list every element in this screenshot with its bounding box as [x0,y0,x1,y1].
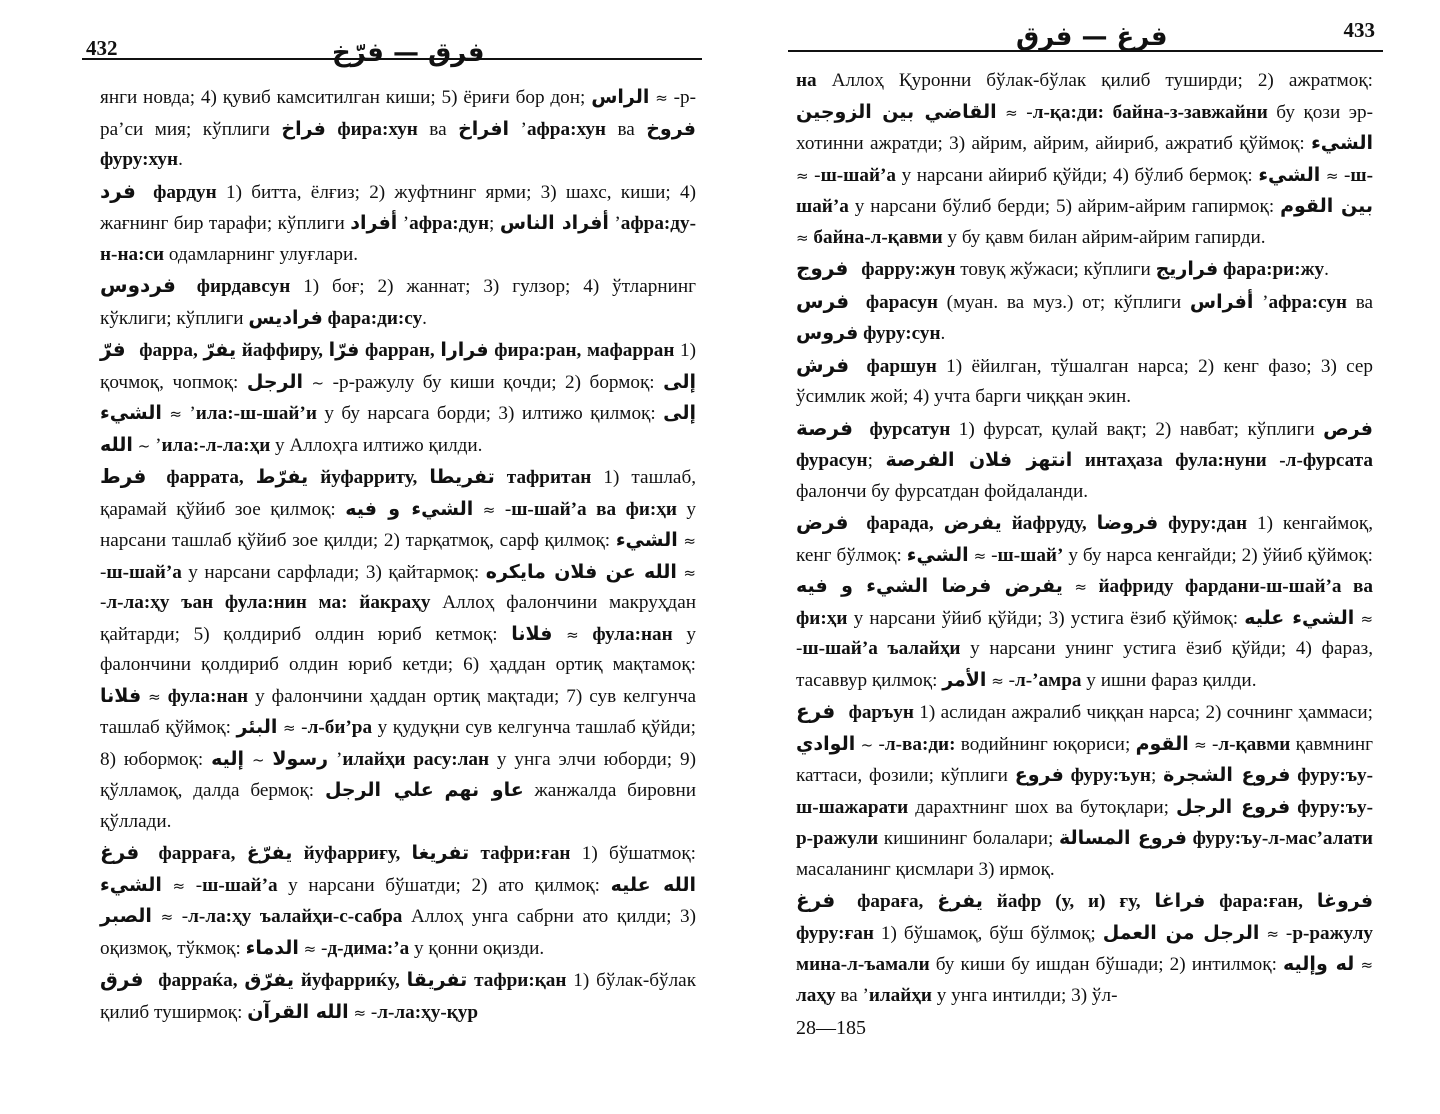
dictionary-entry: فرط фаррата, يفرّط йуфарриту, تفريطا тафритан 1) ташлаб, қарамай қўйиб зое қилмоқ: الشيء و فيه ≈ -ш-шай’а ва фи:ҳи у нарсани ташлаб қўйиб зое қилди; 2) тарқатмоқ, сарф қилмоқ: الشيء ≈ -ш-шай’а у нарсани сарфлади; 3) қайтармоқ: الله عن فلان مايكره ≈ -л-ла:ҳу ъан фула:нин ма: йакраҳу Аллоҳ фалончини макруҳдан қайтарди; 5) қолдириб олдин юриб кетмоқ: فلانا ≈ фула:нан у фалончини қолдириб олдин юриб кетди; 6) ҳаддан ортиқ мақтамоқ: فلانا ≈ фула:нан у фалончини ҳаддан ортиқ мақтади; 7) сув келгунча ташлаб қўймоқ: البئر ≈ -л-би’ра у қудуқни сув келгунча ташлаб қўйди; 8) юбормоқ: إليه ~ رسولا ’илайҳи расу:лан у унга элчи юборди; 9) қўлламоқ, далда бермоқ: علي الرجل عاو نهم жанжалда бировни қўллади. [100,464,697,832]
dictionary-entry: فرش фаршун 1) ёйилган, тўшалган нарса; 2) кенг фазо; 3) сер ўсимлик жой; 4) учта барги чиққан экин. [796,352,1374,407]
dictionary-entry: فرس фарасун (муан. ва муз.) от; кўплиги أفراس ’афра:сун ва فروس фуру:сун. [796,288,1374,344]
dictionary-entry: فردوس фирдавсун 1) боғ; 2) жаннат; 3) гулзор; 4) ўтларнинг кўклиги; кўплиги فراديس фара:ди:су. [100,273,696,329]
right-page-number: 433 [1343,18,1375,42]
left-header-rule [82,58,702,60]
signature-mark: 28—185 [796,1017,866,1039]
right-header-rule [788,50,1383,52]
dictionary-entry: فرصة фурсатун 1) фурсат, қулай вақт; 2) навбат; кўплиги فرص фурасун; انتهز فلان الفرصة интаҳаза фула:нуни -л-фурсата фалончи бу фурсатдан фойдаланди. [796,415,1374,502]
left-header-title: فرق — فرّخ [332,38,485,68]
dictionary-entry: فروج фарру:жун товуқ жўжаси; кўплиги فراريج фара:ри:жу. [796,256,1329,280]
left-page [82,0,702,1114]
dictionary-entry: فرد фардун 1) битта, ёлғиз; 2) жуфтнинг ярми; 3) шахс, киши; 4) жағнинг бир тарафи; кўплиги أفراد ’афра:дун; أفراد الناس ’афра:ду-н-на:си одамларнинг улуғлари. [100,178,696,265]
dictionary-entry: янги новда; 4) қувиб камситилган киши; 5) ёриғи бор дон; الراس ≈ -р-ра’си мия; кўплиги فراخ фира:хун ва افراخ ’афра:хун ва فروخ фуру:хун. [100,86,697,170]
dictionary-entry: на Аллоҳ Қуронни бўлак-бўлак қилиб туширди; 2) ажратмоқ: القاضي بين الزوجين ≈ -л-қа:ди: байна-з-завжайни бу қози эр-хотинни ажратди; 3) айрим, айрим, айириб, ажратиб қўймоқ: الشيء ≈ -ш-шай’а у нарсани айириб қўйди; 4) бўлиб бермоқ: الشيء ≈ -ш-шай’а у нарсани бўлиб берди; 5) айрим-айрим гапирмоқ: بين القوم ≈ байна-л-қавми у бу қавм билан айрим-айрим гапирди. [796,70,1374,248]
dictionary-entry: فرغ фараға, يفرغ йафр (у, и) ғу, فراغا фара:ған, فروغا фуру:ған 1) бўшамоқ, бўш бўлмоқ; الرجل من العمل ≈ -р-ражулу мина-л-ъамали бу киши бу ишдан бўшади; 2) интилмоқ: له وإليه ≈ лаҳу ва ’илайҳи у унга интилди; 3) ўл- [796,888,1374,1006]
dictionary-entry: فرع фаръун 1) аслидан ажралиб чиққан нарса; 2) сочнинг ҳаммаси; الوادي ~ -л-ва:ди: водийнинг юқориси; القوم ≈ -л-қавми қавмнинг каттаси, фозили; кўплиги فروع фуру:ъун; فروع الشجرة фуру:ъу-ш-шажарати дарахтнинг шох ва бутоқлари; فروع الرجل фуру:ъу-р-ражули кишининг болалари; فروع المسالة фуру:ъу-л-мас’алати масаланинг қисмлари 3) ирмоқ. [796,699,1374,880]
right-header-title: فرغ — فرق [1016,22,1168,52]
left-page-header [82,18,702,68]
dictionary-entry: فرغ фарраға, يفرّغ йуфарриғу, تفريغا тафри:ған 1) бўшатмоқ: الشيء ≈ -ш-шай’а у нарсани бўшатди; 2) ато қилмоқ: الله عليه الصبر ≈ -л-ла:ҳу ъалайҳи-с-сабра Аллоҳ унга сабрни ато қилди; 3) оқизмоқ, тўкмоқ: الدماء ≈ -д-дима:’а у қонни оқизди. [100,840,697,959]
right-page [788,0,1383,1114]
left-page-body [82,82,702,1028]
right-page-body [788,66,1383,1011]
dictionary-entry: فرض фарада, يفرض йафруду, فروضا фуру:дан 1) кенгаймоқ, кенг бўлмоқ: الشيء ≈ -ш-шай’ у бу нарса кенгайди; 2) ўйиб қўймоқ: يفرض فرضا الشيء و فيه ≈ йафриду фардани-ш-шай’а ва фи:ҳи у нарсани ўйиб қўйди; 3) устига ёзиб қўймоқ: الشيء عليه ≈ -ш-шай’а ъалайҳи у нарсани унинг устига ёзиб қўйди; 4) фараз, тасаввур қилмоқ: الأمر ≈ -л-’амра у ишни фараз қилди. [796,510,1374,691]
left-page-number: 432 [86,36,118,60]
right-page-header [788,18,1383,62]
dictionary-entry: فرق фарраќа, يفرّق йуфарриќу, تفريقا тафри:қан 1) бўлак-бўлак қилиб туширмоқ: الله القرآن ≈ -л-ла:ҳу-қур [100,967,697,1023]
dictionary-entry: فرّ фарра, يفرّ йаффиру, فرّا фарран, فرارا фира:ран, мафарран 1) қочмоқ, чопмоқ: الرجل ~ -р-ражулу бу киши қочди; 2) бормоқ: إلى الشيء ≈ ’ила:-ш-шай’и у бу нарсага борди; 3) илтижо қилмоқ: إلى الله ~ ’ила:-л-ла:ҳи у Аллоҳга илтижо қилди. [100,337,697,456]
